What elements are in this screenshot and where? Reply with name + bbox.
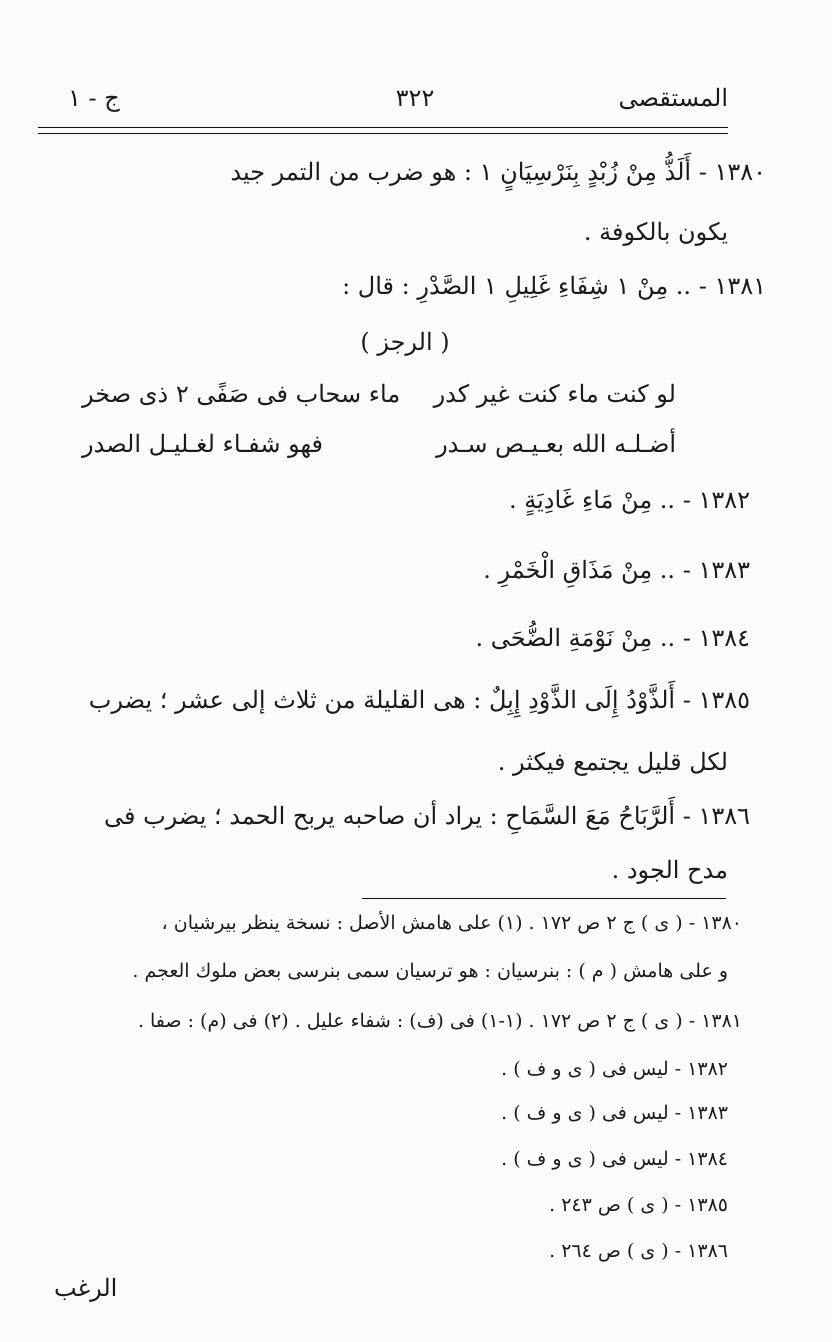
verse-2-second-hemistich: فهو شفـاء لغـليـل الصدر xyxy=(82,430,323,458)
verse-1-first-hemistich: لو كنت ماء كنت غير كدر xyxy=(433,380,676,408)
footnote-1380-line2: و على هامش ( م ) : بنرسيان : هو ترسيان سمى بنرسى بعض ملوك العجم . xyxy=(132,960,728,982)
running-title: المستقصى xyxy=(618,84,728,112)
entry-1385-line2: لكل قليل يجتمع فيكثر . xyxy=(497,748,728,776)
entry-1386-line2: مدح الجود . xyxy=(611,856,728,884)
verse-meter: ( الرجز ) xyxy=(360,328,450,356)
entry-1381-line1: ١٣٨١ - .. مِنْ ١ شِفَاءِ غَلِيلِ ١ الصَّدْرِ : قال : xyxy=(342,272,766,300)
volume-indicator: ج - ١ xyxy=(68,84,120,112)
verse-1-second-hemistich: ماء سحاب فى صَفًى ٢ ذى صخر xyxy=(82,380,401,408)
catchword: الرغب xyxy=(54,1274,118,1302)
page-number: ٣٢٢ xyxy=(395,84,435,112)
header-rule xyxy=(38,127,728,128)
verse-2-first-hemistich: أضـلـه الله بعـيـص سـدر xyxy=(436,430,676,458)
header-rule-thin xyxy=(38,133,728,134)
footnote-1381: ١٣٨١ - ( ى ) ج ٢ ص ١٧٢ . (١-١) فى (ف) : شفاء عليل . (٢) فى (م) : صفا . xyxy=(137,1010,742,1032)
entry-1380-line1: ١٣٨٠ - أَلَذُّ مِنْ زُبْدٍ بِنَرْسِيَانٍ ١ : هو ضرب من التمر جيد xyxy=(230,158,766,186)
footnote-1384: ١٣٨٤ - ليس فى ( ى و ف ) . xyxy=(501,1148,728,1170)
entry-1384: ١٣٨٤ - .. مِنْ نَوْمَةِ الضُّحَى . xyxy=(475,624,750,652)
footnote-1383: ١٣٨٣ - ليس فى ( ى و ف ) . xyxy=(501,1102,728,1124)
entry-1385-line1: ١٣٨٥ - أَلذَّوْدُ إِلَى الذَّوْدِ إِبِلٌ : هى القليلة من ثلاث إلى عشر ؛ يضرب xyxy=(88,686,750,714)
entry-1383: ١٣٨٣ - .. مِنْ مَذَاقِ الْخَمْرِ . xyxy=(483,556,750,584)
entry-1380-line2: يكون بالكوفة . xyxy=(583,218,728,246)
footnote-1386: ١٣٨٦ - ( ى ) ص ٢٦٤ . xyxy=(549,1240,728,1262)
entry-1386-line1: ١٣٨٦ - أَلرَّبَاحُ مَعَ السَّمَاحِ : يراد أن صاحبه يربح الحمد ؛ يضرب فى xyxy=(103,802,750,830)
footnote-1382: ١٣٨٢ - ليس فى ( ى و ف ) . xyxy=(501,1058,728,1080)
footnote-1380-line1: ١٣٨٠ - ( ى ) ج ٢ ص ١٧٢ . (١) على هامش الأصل : نسخة ينظر بيرشيان ، xyxy=(161,912,742,934)
footnote-rule xyxy=(362,898,726,899)
footnote-1385: ١٣٨٥ - ( ى ) ص ٢٤٣ . xyxy=(549,1194,728,1216)
entry-1382: ١٣٨٢ - .. مِنْ مَاءِ غَادِيَةٍ . xyxy=(508,486,750,514)
